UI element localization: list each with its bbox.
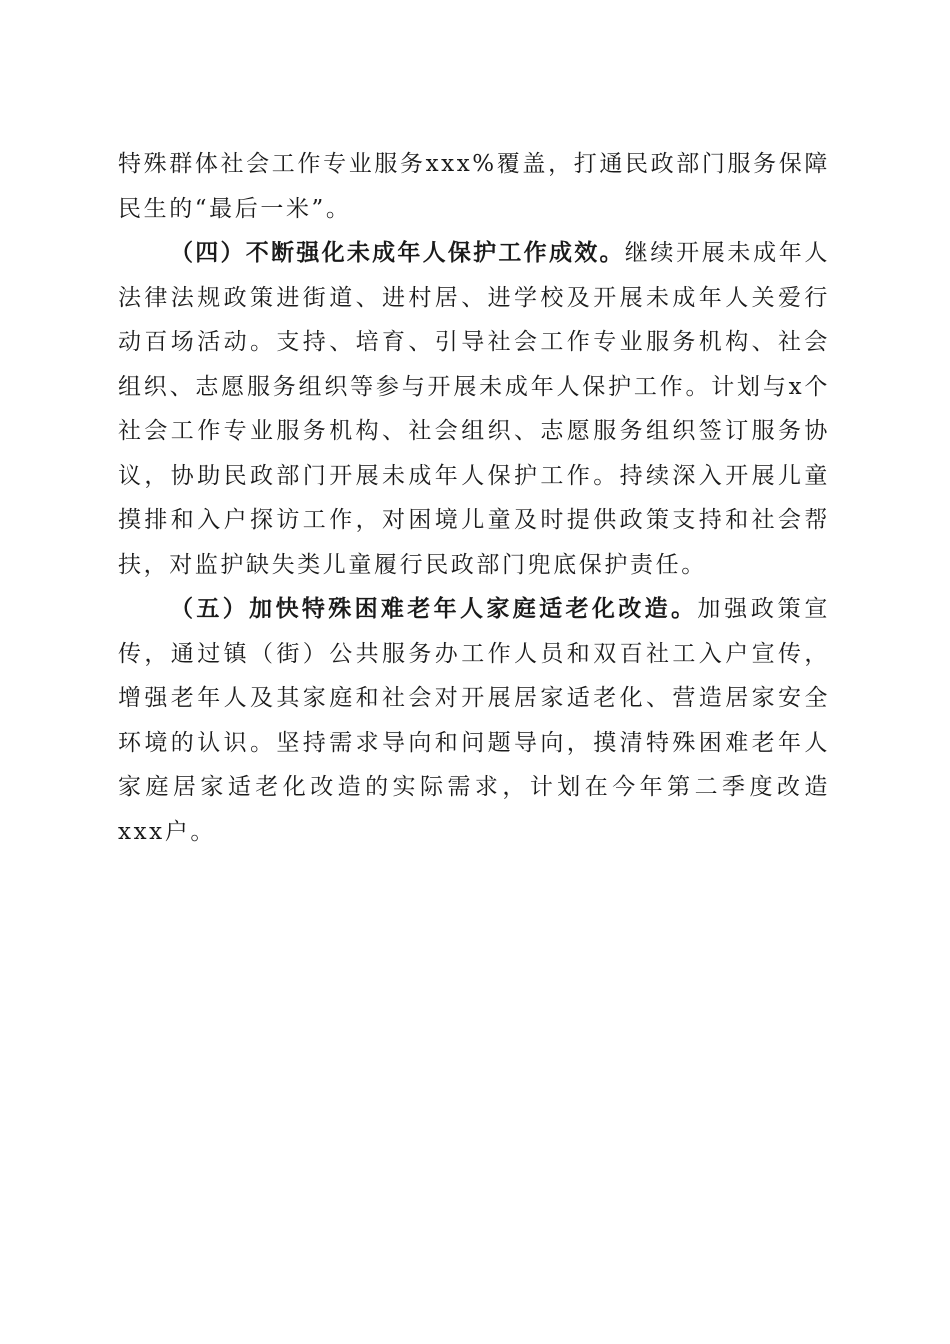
paragraph-text: 继续开展未成年人法律法规政策进街道、进村居、进学校及开展未成年人关爱行动百场活动。支持、培育、引导社会工作专业服务机构、社会组织、志愿服务组织等参与开展未成年人保护工作。计划与x个社会工作专业服务机构、社会组织、志愿服务组织签订服务协议，协助民政部门开展未成年人保护工作。持续深入开展儿童摸排和入户探访工作，对困境儿童及时提供政策支持和社会帮扶，对监护缺失类儿童履行民政部门兜底保护责任。 xyxy=(118,240,830,578)
section-heading: （四）不断强化未成年人保护工作成效。 xyxy=(170,239,625,266)
document-body xyxy=(118,142,830,854)
section-heading: （五）加快特殊困难老年人家庭适老化改造。 xyxy=(170,595,698,622)
paragraph-section-5 xyxy=(118,587,830,854)
paragraph-text: 加强政策宣传，通过镇（街）公共服务办工作人员和双百社工入户宣传，增强老年人及其家庭和社会对开展居家适老化、营造居家安全环境的认识。坚持需求导向和问题导向，摸清特殊困难老年人家庭居家适老化改造的实际需求，计划在今年第二季度改造xxx户。 xyxy=(118,596,831,845)
paragraph-continuation xyxy=(118,142,830,231)
paragraph-text: 特殊群体社会工作专业服务xxx%覆盖，打通民政部门服务保障民生的“最后一米”。 xyxy=(118,151,830,222)
paragraph-section-4 xyxy=(118,231,830,587)
